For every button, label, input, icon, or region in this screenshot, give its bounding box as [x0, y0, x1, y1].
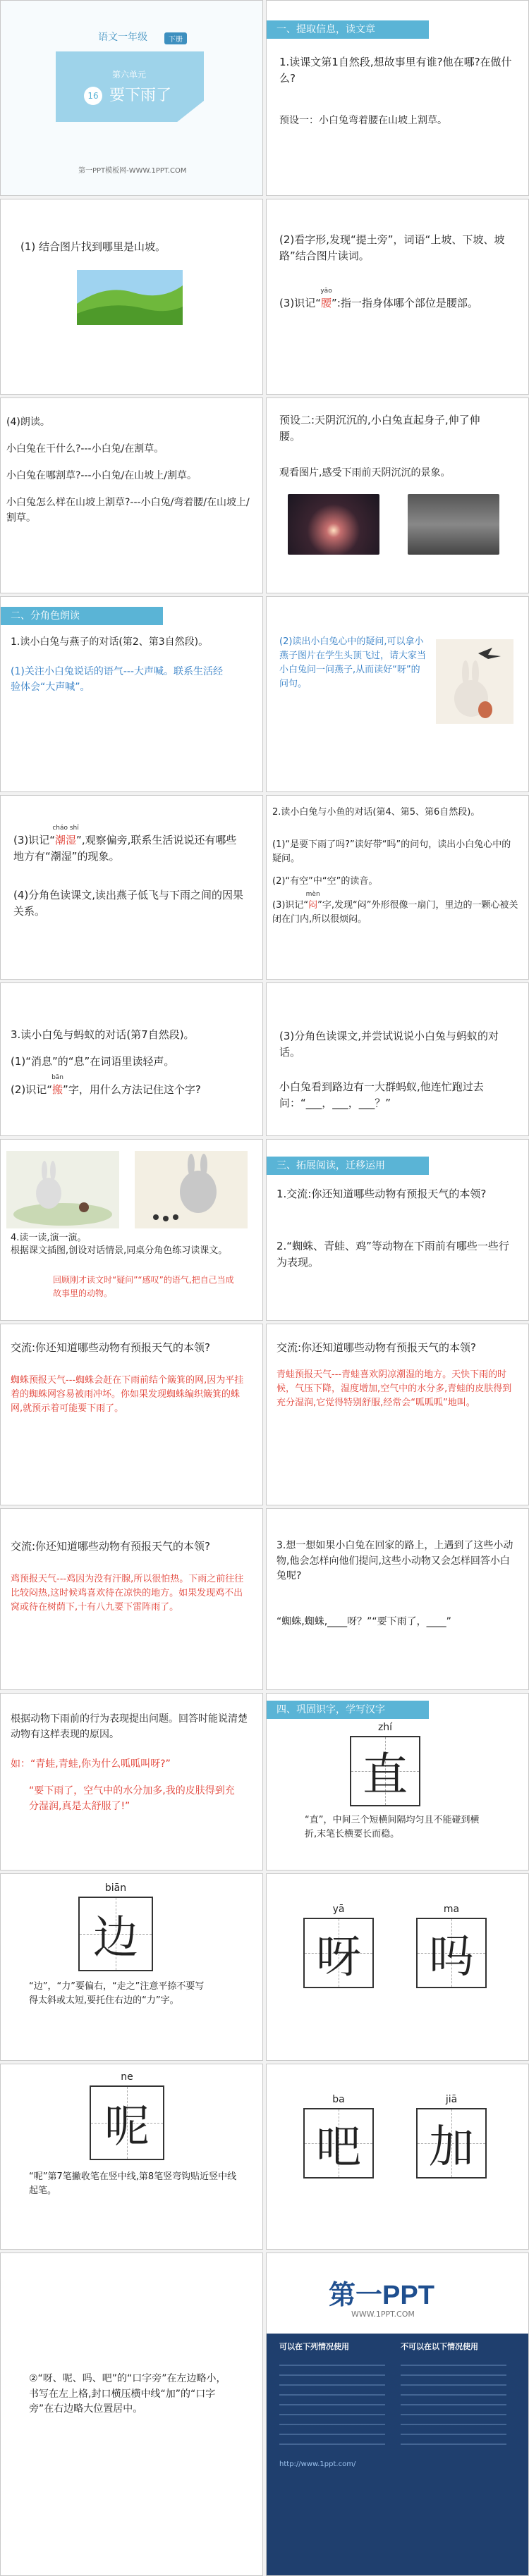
slide-writing-ne	[0, 2064, 263, 2250]
brand-logo: 第一PPT	[329, 2281, 434, 2310]
chicken-question: 交流:你还知道哪些动物有预报天气的本领?	[11, 1540, 211, 1553]
rabbit-ants-image	[135, 1151, 248, 1228]
slide-ant-dialog	[0, 982, 263, 1136]
pinyin-bian: biān	[104, 1882, 127, 1894]
pinyin-ya: yā	[332, 1904, 345, 1915]
bian-description: “边”，“力”要偏右，“走之”注意平捺不要写得太斜或太短,要托住右边的“力”字。	[29, 1981, 205, 2007]
brand-url-note[interactable]: http://www.1ppt.com/	[279, 2460, 356, 2468]
lesson-title: 要下雨了	[109, 87, 172, 104]
char-grid-zhi: 直	[350, 1736, 420, 1806]
slide-cloudy-sky	[266, 398, 529, 593]
extended-q2: 2.“蜘蛛、青蛙、鸡”等动物在下雨前有哪些一些行为表现。	[276, 1240, 509, 1269]
ne-description: “呢”第7笔撇收笔在竖中线,第8笔竖弯钩贴近竖中线起笔。	[29, 2171, 237, 2197]
slide-writing-ba-jia	[266, 2064, 529, 2250]
reading-line-2: 小白兔在哪割草?---小白兔/在山坡上/割草。	[6, 470, 197, 481]
observe-text: 观看图片,感受下雨前天阴沉沉的景象。	[279, 467, 451, 479]
waist-text: (3)识记“ yāo 腰”:指一指身体哪个部位是腰部。	[279, 288, 478, 309]
slide-section-one	[266, 0, 529, 196]
stuffy-text: (3)识记“ mèn 闷”字,发现“闷”外形很像一扇门，里边的一颗心被关闭在门内,所以很烦闷。	[272, 891, 518, 925]
question-text: 1.读课文第1自然段,想故事里有谁?他在哪?在做什么?	[279, 56, 512, 85]
slide-act-out	[0, 1139, 263, 1321]
brand-site: WWW.1PPT.COM	[351, 2310, 415, 2319]
pinyin-jia: jiā	[445, 2094, 458, 2105]
slide-rabbit-question	[266, 596, 529, 792]
frog-question: 交流:你还知道哪些动物有预报天气的本领?	[276, 1341, 477, 1354]
slide-brand	[266, 2253, 529, 2576]
ant-roleplay-text: (3)分角色读课文,并尝试说说小白兔与蚂蚁的对话。	[279, 1030, 499, 1059]
act-out-text: 根据课文插图,创设对话情景,同桌分角色练习读课文。	[11, 1245, 228, 1256]
lightning-image	[288, 494, 379, 555]
reading-line-3: 小白兔怎么样在山坡上割草?---小白兔/弯着腰/在山坡上/割草。	[6, 497, 250, 524]
char-grid-ne: 呢	[90, 2085, 164, 2160]
char-grid-ya: 呀	[303, 1918, 374, 1988]
questioning-example: 如：“青蛙,青蛙,你为什么呱呱叫呀?”	[11, 1758, 171, 1770]
questioning-answer: “要下雨了，空气中的水分加多,我的皮肤得到充分湿润,真是太舒服了!”	[29, 1785, 235, 1812]
slide-ant-roleplay	[266, 982, 529, 1136]
slide-writing-ya-ma	[266, 1873, 529, 2061]
usage-lines-right	[401, 2365, 506, 2449]
tone-hint: (1)关注小白兔说话的语气---大声喊。联系生活经验体会“大声喊”。	[11, 666, 223, 693]
stormy-sky-image	[408, 494, 499, 555]
fish-question: 2.读小白兔与小鱼的对话(第4、第5、第6自然段)。	[272, 807, 480, 818]
preset-two-text: 预设二:天阴沉沉的,小白兔直起身子,伸了伸腰。	[279, 414, 480, 443]
zhi-description: “直”，中间三个短横间隔均匀且不能碰到横折,末笔长横要长而稳。	[305, 1815, 480, 1840]
hill-image	[77, 270, 183, 325]
slide-chicken	[0, 1508, 263, 1690]
preview-text: 预设一：小白兔弯着腰在山坡上割草。	[279, 115, 447, 126]
slide-spider	[0, 1324, 263, 1505]
swallow-reading-text: (4)分角色读课文,读出燕子低飞与下雨之间的因果关系。	[13, 889, 244, 918]
char-grid-ma: 吗	[416, 1918, 487, 1988]
rabbit-swallow-image	[436, 639, 513, 724]
usage-forbidden-title: 不可以在以下情况使用	[401, 2342, 478, 2351]
slide-slope	[0, 199, 263, 395]
pinyin-zhi: zhí	[377, 1722, 393, 1733]
grade-badge: 下册	[164, 32, 187, 44]
cover-footer: 第一PPT模板网-WWW.1PPT.COM	[78, 167, 187, 175]
mouth-radical-text: ②“呀、呢、吗、吧”的“口字旁”在左边略小，书写在左上格,封口横压横中线“加”的“口字旁”在右边略大位置居中。	[29, 2373, 226, 2415]
reading-line-1: 小白兔在干什么?---小白兔/在割草。	[6, 443, 164, 455]
char-grid-bian: 边	[78, 1897, 153, 1971]
spider-answer: 蜘蛛预报天气---蜘蛛会赶在下雨前结个簸箕的网,因为平挂着的蜘蛛网容易被雨冲坏。你如果发现蜘蛛编织簸箕的蛛网,就预示着可能要下雨了。	[11, 1375, 244, 1415]
slope-text: (1) 结合图片找到哪里是山坡。	[20, 240, 166, 253]
extended-q1: 1.交流:你还知道哪些动物有预报天气的本领?	[276, 1188, 487, 1200]
chicken-answer: 鸡预报天气---鸡因为没有汗腺,所以很怕热。下雨之前往往比较闷热,这时候鸡喜欢待在凉快的地方。如果发现鸡不出窝或待在树荫下,十有八九要下雷阵雨了。	[11, 1574, 244, 1613]
slide-imagine	[266, 1508, 529, 1690]
act-out-title: 4.读一读,演一演。	[11, 1233, 87, 1243]
dialog-question: 1.读小白兔与燕子的对话(第2、第3自然段)。	[11, 636, 209, 648]
slide-writing-zhi	[266, 1693, 529, 1871]
section-title: 二、分角色朗读	[1, 607, 163, 625]
slide-frog	[266, 1324, 529, 1505]
unit-label: 第六单元	[112, 70, 147, 80]
slide-questioning	[0, 1693, 263, 1871]
ant-blank-text: 小白兔看到路边有一大群蚂蚁,他连忙跑过去问：“___，___，___？”	[279, 1080, 484, 1110]
questioning-text: 根据动物下雨前的行为表现提出问题。回答时能说清楚动物有这样表现的原因。	[11, 1713, 248, 1740]
slide-fish-dialog	[266, 795, 529, 980]
move-char-text: (2)识记“ bān 搬”字，用什么方法记住这个字?	[11, 1074, 201, 1096]
section-title: 三、拓展阅读，迁移运用	[267, 1157, 429, 1175]
char-grid-jia: 加	[416, 2108, 487, 2178]
act-out-red-hint: 回顾刚才读文时“疑问”“感叹”的语气,把自己当成故事里的动物。	[53, 1275, 234, 1298]
usage-lines-left	[279, 2365, 385, 2449]
slide-reading	[0, 398, 263, 593]
radical-text: (2)看字形,发现“提土旁”，词语“上坡、下坡、坡路”结合图片读词。	[279, 233, 505, 263]
pinyin-ne: ne	[121, 2071, 133, 2083]
reading-label: (4)朗读。	[6, 417, 50, 428]
slide-mouth-radical	[0, 2253, 263, 2576]
char-grid-ba: 吧	[303, 2108, 374, 2178]
section-title: 四、巩固识字，学写汉字	[267, 1701, 429, 1719]
section-title: 一、提取信息，读文章	[267, 20, 429, 39]
neutral-tone-text: (1)“消息”的“息”在词语里读轻声。	[11, 1055, 175, 1068]
question-hint: (2)读出小白兔心中的疑问,可以拿小燕子图片在学生头顶飞过，请大家当小白兔问一问燕子,从而读好“呀”的问句。	[279, 636, 427, 690]
slide-cover	[0, 0, 263, 196]
humid-text: (3)识记“ cháo shī 潮湿”,观察偏旁,联系生活说说还有哪些地方有“潮湿”的现象。	[13, 825, 237, 863]
pinyin-ma: ma	[443, 1904, 460, 1915]
empty-pronunciation: (2)“有空”中“空”的读音。	[272, 876, 378, 887]
rabbit-picnic-image	[6, 1151, 119, 1228]
imagine-blank: “蜘蛛,蜘蛛,____呀？”“要下雨了，____”	[276, 1616, 451, 1627]
spider-question: 交流:你还知道哪些动物有预报天气的本领?	[11, 1341, 211, 1354]
fish-question-hint: (1)“是要下雨了吗?”读好带“吗”的问句，读出小白兔心中的疑问。	[272, 839, 511, 865]
frog-answer: 青蛙预报天气---青蛙喜欢阴凉潮湿的地方。天快下雨的时候，气压下降，湿度增加,空气中的水分多,青蛙的皮肤得到充分湿润,它觉得特别舒服,经常会“呱呱呱”地叫。	[276, 1369, 512, 1409]
slide-extended-reading	[266, 1139, 529, 1321]
grade-label: 语文一年级	[98, 32, 147, 43]
ant-question: 3.读小白兔与蚂蚁的对话(第7自然段)。	[11, 1028, 195, 1041]
pinyin-ba: ba	[332, 2094, 345, 2105]
usage-allowed-title: 可以在下列情况使用	[279, 2342, 349, 2351]
lesson-number-badge: 16	[84, 87, 102, 105]
slide-humid	[0, 795, 263, 980]
slide-role-reading	[0, 596, 263, 792]
brand-info-panel	[267, 2334, 528, 2576]
slide-word-study	[266, 199, 529, 395]
imagine-question: 3.想一想如果小白兔在回家的路上，上遇到了这些小动物,他会怎样向他们提问,这些小动物又会怎样回答小白兔呢?	[276, 1540, 513, 1582]
slide-writing-bian	[0, 1873, 263, 2061]
